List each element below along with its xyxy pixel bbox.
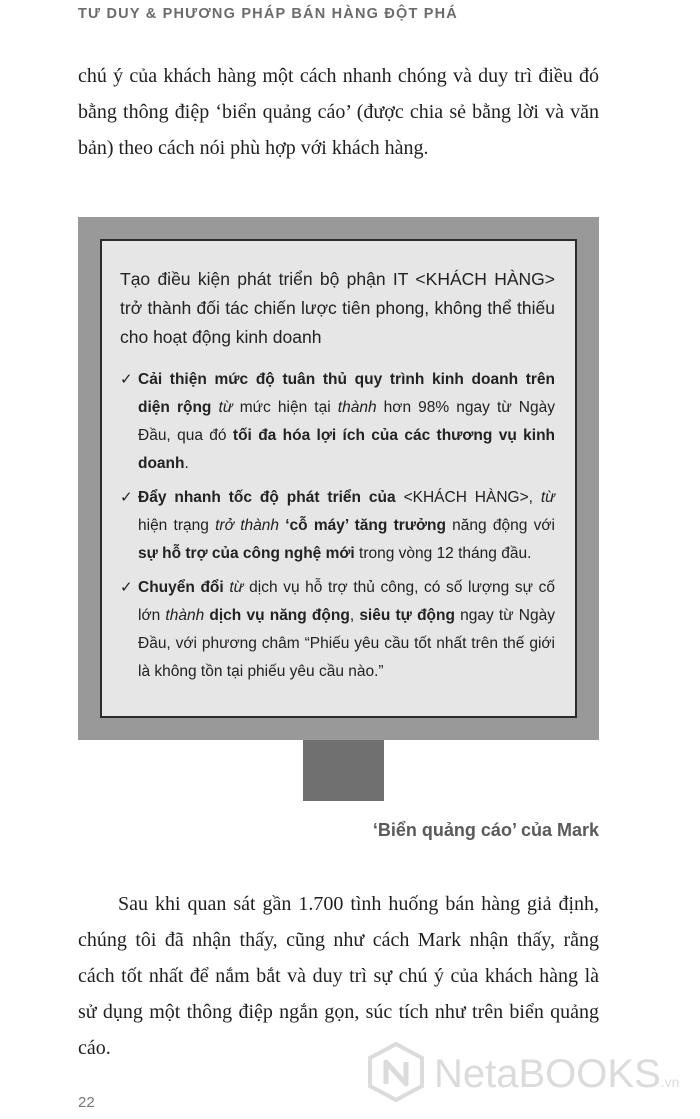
body-paragraph-2: Sau khi quan sát gần 1.700 tình huống bán hàng giả định, chúng tôi đã nhận thấy, cũng như cách Mark nhận thấy, rằng cách tốt nhất để nắm bắt và duy trì sự chú ý của khách hàng là sử dụng một thông điệp ngắn gọn, súc tích như trên biển quảng cáo. (78, 893, 599, 1059)
page-number: 22 (78, 1094, 95, 1111)
check-icon: ✓ (120, 579, 133, 596)
billboard-headline: Tạo điều kiện phát triển bộ phận IT <KHÁCH HÀNG> trở thành đối tác chiến lược tiên phong, không thể thiếu cho hoạt động kinh doanh (120, 269, 555, 347)
netabooks-logo-icon (364, 1040, 428, 1104)
benefit-item-1: ✓ Cải thiện mức độ tuân thủ quy trình kinh doanh trên diện rộng từ mức hiện tại thành hơn 98% ngay từ Ngày Đầu, qua đó tối đa hóa lợi ích của các thương vụ kinh doanh. (120, 366, 555, 478)
watermark-text: NetaBOOKS.vn (434, 1052, 680, 1096)
billboard-post (303, 740, 384, 801)
running-header: TƯ DUY & PHƯƠNG PHÁP BÁN HÀNG ĐỘT PHÁ (78, 6, 458, 22)
benefit-item-3: ✓ Chuyển đổi từ dịch vụ hỗ trợ thủ công, có số lượng sự cố lớn thành dịch vụ năng động, siêu tự động ngay từ Ngày Đầu, với phương châm “Phiếu yêu cầu tốt nhất trên thế giới là không tồn tại phiếu yêu cầu nào.” (120, 574, 555, 686)
check-icon: ✓ (120, 371, 133, 388)
benefit-item-2: ✓ Đẩy nhanh tốc độ phát triển của <KHÁCH HÀNG>, từ hiện trạng trở thành ‘cỗ máy’ tăng trưởng năng động với sự hỗ trợ của công nghệ mới trong vòng 12 tháng đầu. (120, 484, 555, 568)
body-paragraph-1: chú ý của khách hàng một cách nhanh chóng và duy trì điều đó bằng thông điệp ‘biển quảng cáo’ (được chia sẻ bằng lời và văn bản) theo cách nói phù hợp với khách hàng. (78, 65, 599, 159)
billboard-panel (100, 239, 577, 718)
figure-caption: ‘Biển quảng cáo’ của Mark (372, 820, 599, 840)
billboard-frame (78, 217, 599, 740)
watermark (364, 1040, 698, 1110)
check-icon: ✓ (120, 489, 133, 506)
